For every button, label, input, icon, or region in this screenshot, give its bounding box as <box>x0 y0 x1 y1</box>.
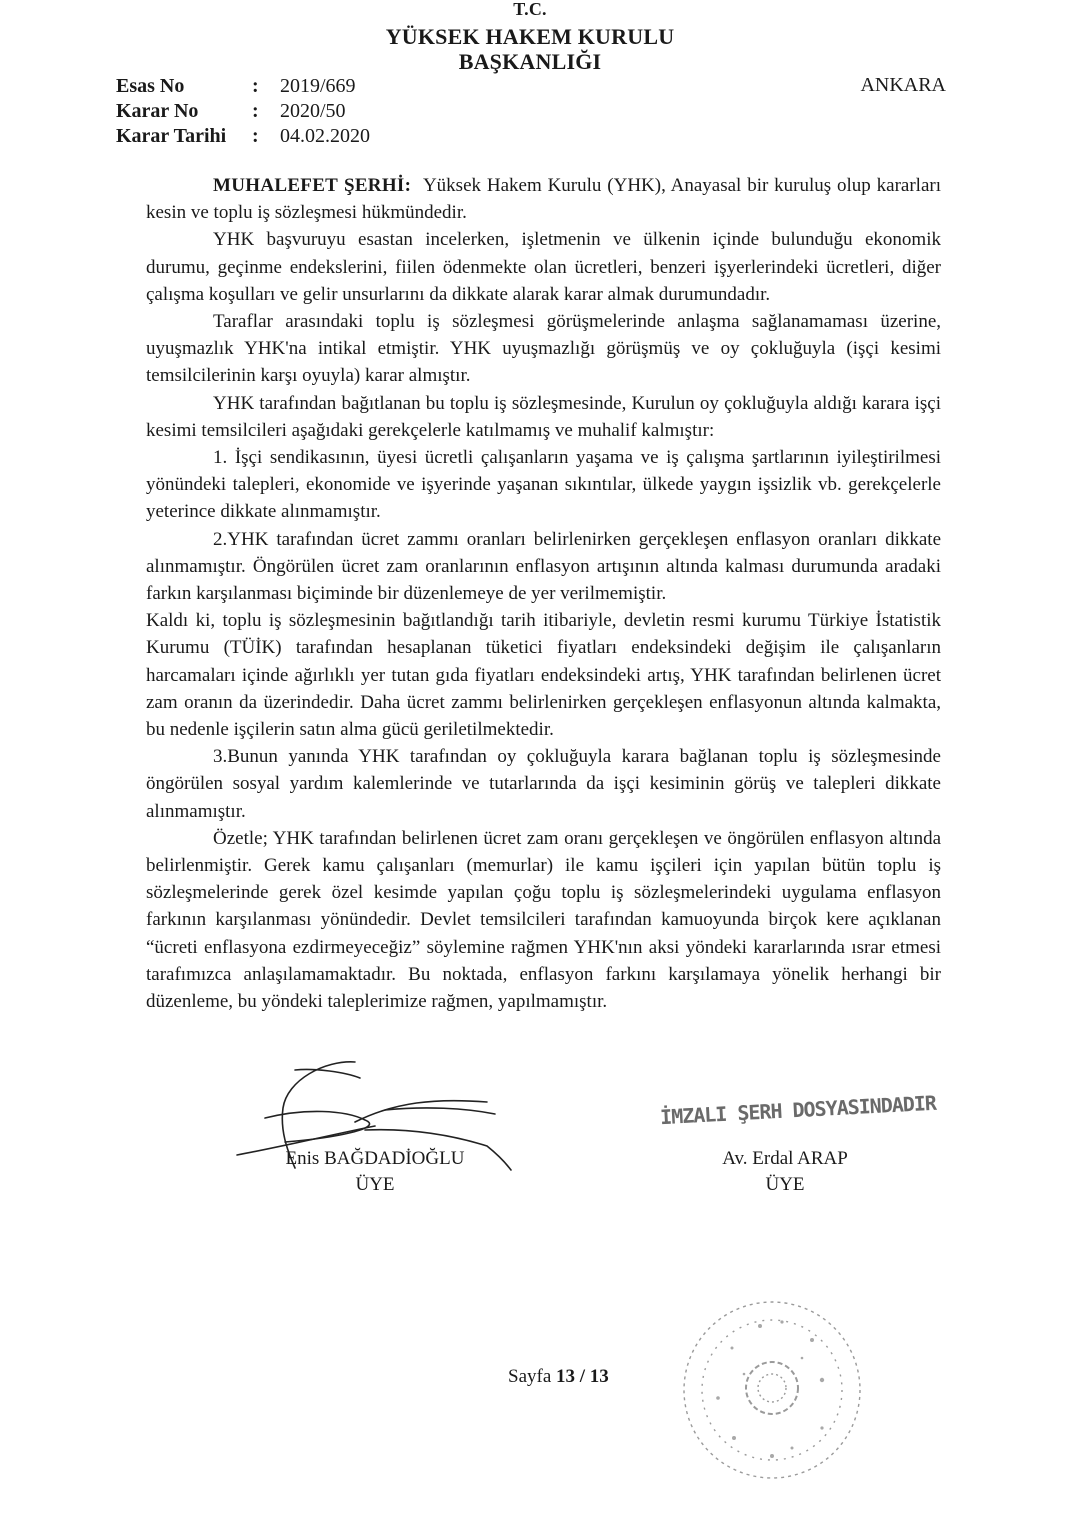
paragraph: Taraflar arasındaki toplu iş sözleşmesi görüşmelerinde anlaşma sağlanamaması üzerine, uyuşmazlık YHK'na intikal etmiştir. YHK uyuşmazlığı görüşmüş ve oy çokluğuyla (işçi kesimi temsilcilerinin karşı oyuyla) karar almıştır. <box>146 311 941 387</box>
meta-row-esas <box>116 74 370 99</box>
signatory-name: Av. Erdal ARAP <box>722 1148 848 1169</box>
meta-value: 2019/669 <box>280 75 356 97</box>
paragraph: 1. İşçi sendikasının, üyesi ücretli çalışanların yaşama ve iş çalışma şartlarının iyileştirilmesi yönündeki talepleri, ekonomide ve işyerinde yaşanan sıkıntılar, ülkede yaygın işsizlik vb. gerekçelerle yeterince dikkate alınmamıştır. <box>146 447 941 523</box>
page-value: 13 / 13 <box>556 1366 609 1387</box>
meta-row-karar <box>116 99 370 124</box>
case-meta <box>116 74 370 149</box>
institution-subtitle: BAŞKANLIĞI <box>458 49 602 74</box>
signatory-title: ÜYE <box>765 1174 805 1195</box>
meta-value: 04.02.2020 <box>280 125 370 147</box>
paragraph: YHK tarafından bağıtlanan bu toplu iş sözleşmesinde, Kurulun oy çokluğuyla aldığı karara işçi kesimi temsilcileri aşağıdaki gerekçelerle katılmamış ve muhalif kalmıştır: <box>146 392 941 441</box>
official-seal <box>672 1288 872 1493</box>
page-prefix: Sayfa <box>508 1366 552 1387</box>
meta-colon: : <box>252 100 259 122</box>
meta-colon: : <box>252 75 259 97</box>
signature-on-file-stamp: İMZALI ŞERH DOSYASINDADIR <box>659 1090 937 1130</box>
meta-value: 2020/50 <box>280 100 346 122</box>
paragraph: 3.Bunun yanında YHK tarafından oy çokluğuyla karara bağlanan toplu iş sözleşmesinde öngörülen sosyal yardım kalemlerinde ve tutarlarında da işçi kesiminin görüş ve talepleri dikkate alınmamıştır. <box>146 746 941 822</box>
signatory-right <box>690 1146 880 1198</box>
paragraph-intro <box>146 172 941 226</box>
meta-row-tarih <box>116 124 370 149</box>
institution-name: YÜKSEK HAKEM KURULU <box>385 24 675 49</box>
signatory-title: ÜYE <box>355 1174 395 1195</box>
dissent-body <box>146 172 941 1015</box>
signatory-name: Enis BAĞDADİOĞLU <box>285 1148 465 1169</box>
meta-colon: : <box>252 125 259 147</box>
tc-heading: T.C. <box>513 2 547 18</box>
meta-label: Karar Tarihi <box>116 125 227 147</box>
paragraph: Özetle; YHK tarafından belirlenen ücret zam oranı gerçekleşen ve öngörülen enflasyon altında belirlenmiştir. Gerek kamu çalışanları (memurlar) ile kamu işçileri için yapılan bütün toplu iş sözleşmelerinde gerek özel kesimde yapılan çoğu toplu iş sözleşmelerindeki uygulama enflasyon farkının karşılanması yönündedir. Devlet temsilcileri tarafından kamuoyunda birçok kere açıklanan “ücreti enflasyona ezdirmeyeceğiz” söylemine rağmen YHK'nın aksi yöndeki kararlarında ısrar etmesi tarafımızca anlaşılamamaktadır. Bu noktada, enflasyon farkını karşılamaya yönelik herhangi bir düzenleme, bu yöndeki taleplerimize rağmen, yapılmamıştır. <box>146 827 941 1013</box>
meta-label: Karar No <box>116 100 199 122</box>
meta-label: Esas No <box>116 75 185 97</box>
paragraph-text: Yüksek Hakem Kurulu (YHK), Anayasal bir kuruluş olup kararları kesin ve toplu iş sözleşmesi hükmündedir. <box>146 175 941 224</box>
signatory-left <box>270 1146 480 1198</box>
city-label: ANKARA <box>860 74 946 96</box>
paragraph: 2.YHK tarafından ücret zammı oranları belirlenirken gerçekleşen enflasyon oranları dikkate alınmamıştır. Öngörülen ücret zam oranlarının enflasyon artışının altında kalması durumunda aradaki farkın karşılanması biçiminde bir düzenlemeye de yer verilmemiştir. <box>146 528 941 605</box>
paragraph: Kaldı ki, toplu iş sözleşmesinin bağıtlandığı tarih itibariyle, devletin resmi kurumu Türkiye İstatistik Kurumu (TÜİK) tarafından hesaplanan tüketici fiyatları endeksindeki değişim ile çalışanların harcamaları içinde ağırlıklı yer tutan gıda fiyatları endeksindeki artış, YHK tarafından belirlenen ücret zam oranın da üzerindedir. Daha ücret zammı belirlenirken gerçekleşen enflasyonun altında kalmakta, bu nedenle işçilerin satın alma gücü geriletilmektedir. <box>146 610 941 741</box>
paragraph: YHK başvuruyu esastan incelerken, işletmenin ve ülkenin içinde bulunduğu ekonomik durumu, geçinme endekslerini, fiilen ödenmekte olan ücretleri, benzeri işyerlerindeki ücretleri, diğer çalışma koşulları ve gelir unsurlarını da dikkate alarak karar almak durumundadır. <box>146 229 941 305</box>
page-number <box>508 1366 609 1388</box>
dissent-heading: MUHALEFET ŞERHİ: <box>213 175 412 196</box>
